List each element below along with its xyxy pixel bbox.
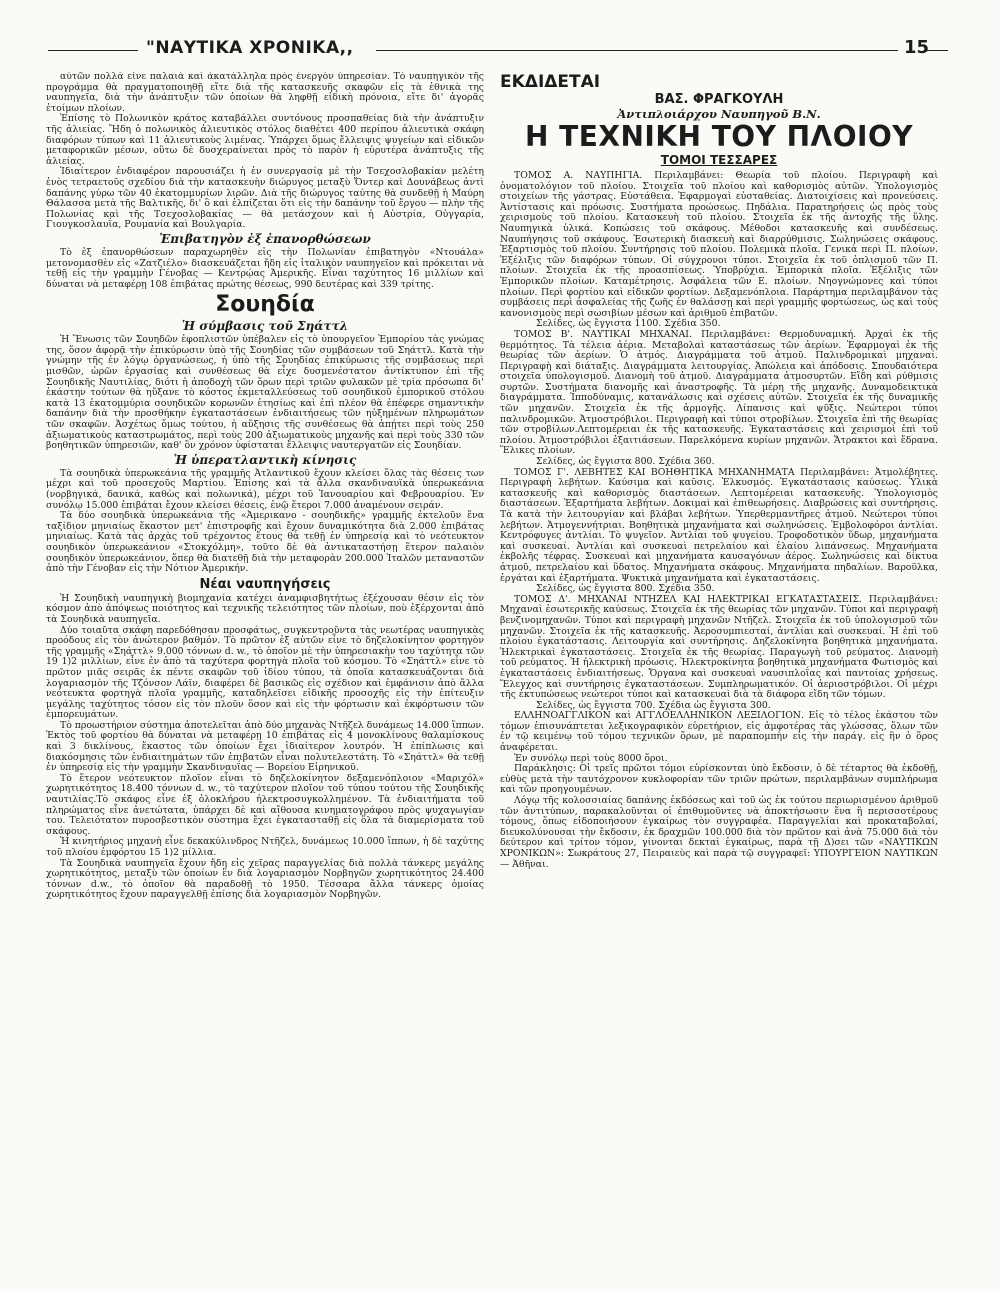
header-rule-end [926, 50, 948, 51]
right-column [500, 72, 938, 1282]
heading-sweden: Σουηδία [215, 292, 315, 318]
paragraph-shipbuilding-4: Τὸ ἕτερον νεότευκτον πλοῖον εἶναι τὸ δηζελοκίνητον δεξαμενόπλοιον «Μαριχόλ» χωρητικότητος 18.400 τόννων d. w., τὸ ταχύτερον πλοῖον τοῦ τύπου τούτου τῆς Σουηδικῆς ναυτιλίας.Τὸ σκάφος εἶνε ἐξ ὁλοκλήρου ἠλεκτροσυγκολλημένον. Τὰ ἐνδιαιτήματα τοῦ πληρώματος εἶνε ἀνετώτατα, ὑπάρχει δὲ καὶ αἴθουσα κινηματογράφου πρὸς ψυχαγωγίαν του. Τελειότατον πυροσβεστικὸν σύστημα ἔχει ἐγκατασταθῇ εἰς ὅλα τὰ διαμερίσματα τοῦ σκάφους. [46, 772, 484, 837]
left-column [46, 72, 484, 1282]
book-title: Η ΤΕΧΝΙΚΗ ΤΟΥ ΠΛΟΙΟΥ [524, 120, 914, 153]
header-rule-right [376, 50, 898, 51]
paragraph-poland-canal: Ἰδιαίτερον ἐνδιαφέρον παρουσιάζει ἡ ἐν συνεργασίᾳ μὲ τὴν Τσεχοσλοβακίαν μελέτη ἑνὸς τετραετοῦς σχεδίου διὰ τὴν κατασκευὴν διώρυγος μεταξὺ Ὄντερ καὶ Δουνάβεως ἀντὶ δαπάνης γύρω τῶν 40 ἑκατομμυρίων λιρῶν. Διὰ τῆς διώρυγος ταύτης θὰ συνδεθῇ ἡ Μαύρη Θάλασσα μετὰ τῆς Βαλτικῆς, δι' ὃ καὶ ἐλπίζεται ὅτι εἰς τὴν δαπάνην τοῦ ἔργου — πλὴν τῆς Πολωνίας καὶ τῆς Τσεχοσλοβακίας — θὰ μετάσχουν καὶ ἡ Αὐστρία, Οὐγγαρία, Γιουγκοσλαυΐα, Ρουμανία καὶ Βουλγαρία. [46, 166, 484, 231]
heading-new-shipbuilding: Νέαι ναυπηγήσεις [199, 576, 331, 592]
volume-2-contents: ΤΟΜΟΣ Β'. ΝΑΥΤΙΚΑΙ ΜΗΧΑΝΑΙ. Περιλαμβάνει: Θερμοδυναμική. Ἀρχαὶ ἐκ τῆς θερμότητος. Τὰ τέλεια ἀέρια. Μεταβολαὶ καταστάσεως τῶν ἀερίων. Ἐφαρμογαὶ ἐκ τῆς θεωρίας τῶν ἀερίων. Ὁ ἀτμός. Διαγράμματα τοῦ ἀτμοῦ. Παλινδρομικαὶ μηχαναί. Περιγραφὴ καὶ διάταξις. Διαγράμματα λειτουργίας. Ἀπώλεια καὶ ἀπόδοσις. Σπουδαιότερα στοιχεῖα ὑπολογισμοῦ. Διανομὴ τοῦ ἀτμοῦ. Διαγράμματα ἀτμοσυρτῶν. Εἴδη καὶ ρύθμισις συρτῶν. Συστήματα διανομῆς καὶ ἀναστροφῆς. Τὰ μέρη τῆς μηχανῆς. Δυναμοδεικτικὰ διαγράμματα. Ἱπποδύναμις, κατανάλωσις καὶ σχέσεις αὐτῶν. Στοιχεῖα ἐκ τῆς δυναμικῆς τῶν μηχανῶν. Στοιχεῖα ἐκ τῆς ἁρμογῆς. Λίπανσις καὶ ψῦξις. Νεώτεροι τύποι παλινδρομικῶν. Ἀτμοστρόβιλοι. Περιγραφὴ καὶ τύποι στροβίλων. Στοιχεῖα ἐπὶ τῆς θεωρίας τῶν στροβίλων.Λεπτομέρειαι ἐκ τῆς κατασκευῆς. Ἐγκαταστάσεις καὶ χειρισμοὶ ἐπὶ τοῦ πλοίου. Ἀτμοστρόβιλοι ἐξαιτιάσεων. Παρελκόμενα κυρίων μηχανῶν. Ἄτρακτοι καὶ ἕδρανα. Ἕλικες πλοίων. [500, 328, 938, 457]
heading-seattle-convention: Ἡ σύμβασις τοῦ Σηάττλ [181, 319, 349, 334]
volume-4-pages: Σελίδες, ὡς ἔγγιστα 700. Σχέδια ὡς ἔγγιστα 300. [536, 699, 771, 711]
paragraph-shipbuilding-6: Τὰ Σουηδικὰ ναυπηγεῖα ἔχουν ἤδη εἰς χεῖρας παραγγελίας διὰ πολλὰ τάνκερς μεγάλης χωρητικότητος, μεταξὺ τῶν ὁποίων ἓν διὰ λογαριασμὸν Νορβηγῶν χωρητικότητος 24.400 τόννων d.w., τὸ ὁποῖον θὰ παραδοθῇ τὸ 1950. Τέσσαρα ἄλλα τάνκερς ὁμοίας χωρητικότητος ἔχουν παραγγελθῇ ἐπίσης διὰ λογαριασμὸν Νορβηγῶν. [46, 857, 484, 901]
lexicon-total: Ἐν συνόλῳ περὶ τοὺς 8000 ὅροι. [514, 752, 668, 764]
volume-3-pages: Σελίδες, ὡς ἔγγιστα 800. Σχέδια 350. [536, 583, 715, 595]
volume-1-contents: ΤΟΜΟΣ Α. ΝΑΥΠΗΓΙΑ. Περιλαμβάνει: Θεωρία τοῦ πλοίου. Περιγραφὴ καὶ ὀνοματολόγιον τοῦ πλοίου. Στοιχεῖα τοῦ πλοίου καὶ καθορισμὸς αὐτῶν. Ὑπολογισμὸς στοιχείων τῆς γάστρας. Εὐστάθεια. Ἐφαρμογαὶ εὐσταθείας. Διατοιχίσεις καὶ προνεύσεις. Ἀντίστασις καὶ πρόωσις. Συστήματα προώσεως. Πηδάλια. Παρατηρήσεις ὡς πρὸς τοὺς χειρισμοὺς τοῦ πλοίου. Κατασκευὴ τοῦ πλοίου. Στοιχεῖα ἐκ τῆς ἀντοχῆς τῆς ὕλης. Ναυπηγικὰ ὑλικά. Κοπώσεις τοῦ σκάφους. Μέθοδοι κατασκευῆς καὶ συνδέσεως. Ναυπήγησις τοῦ σκάφους. Ἐσωτερικὴ διασκευὴ καὶ διαρρύθμισις. Σωληνώσεις σκάφους. Ἐξαρτισμὸς τοῦ πλοίου. Συντήρησις τοῦ πλοίου. Πολεμικὰ πλοῖα. Γενικὰ περὶ Π. πλοίων. Ἐξέλιξις τῶν διαφόρων τύπων. Οἱ σύγχρονοι τύποι. Στοιχεῖα ἐκ τοῦ ὁπλισμοῦ τῶν Π. πλοίων. Στοιχεῖα ἐκ τῆς προασπίσεως. Ὑποβρύχια. Ἐμπορικὰ πλοῖα. Ἐξέλιξις τῶν Ἐμπορικῶν πλοίων. Καταμέτρησις. Ἀσφάλεια τῶν Ε. πλοίων. Νηογνώμονες καὶ τύποι πλοίων. Περὶ φορτίου καὶ εἰδικῶν φορτίων. Δεξαμενόπλοια. Παράρτημα περιλαμβάνον τὰς συμβάσεις περὶ ἀσφαλείας τῆς ζωῆς ἐν θαλάσσῃ καὶ περὶ γραμμῆς φορτώσεως, ὡς καὶ τοὺς κανονισμοὺς περὶ σωσιβίων μέσων καὶ ἀριθμοῦ ἐπιβατῶν. [500, 170, 938, 319]
paragraph-repaired-liner: Τὸ ἐξ ἐπανορθώσεων παραχωρηθὲν εἰς τὴν Πολωνίαν ἐπιβατηγὸν «Ντουάλα» μετονομασθὲν εἰς «Ζατζιέλο» διασκευάζεται ἤδη εἰς ἰταλικὸν ναυπηγεῖον καὶ πρόκειται νὰ τεθῇ εἰς τὴν γραμμὴν Γένοβας — Κεντρῴας Ἀμερικῆς. Εἶναι ταχύτητος 16 μιλλίων καὶ δύναται νὰ μεταφέρῃ 108 ἐπιβάτας πρώτης θέσεως, 990 δευτέρας καὶ 339 τρίτης. [46, 246, 484, 290]
lexicon-description: ΕΛΛΗΝΟΑΓΓΛΙΚΟΝ καὶ ΑΓΓΛΟΕΛΛΗΝΙΚΟΝ ΛΕΞΙΛΟΓΙΟΝ. Εἰς τὸ τέλος ἑκάστου τῶν τόμων ἐπισυνάπτεται λεξικογραφικὸν εὑρετήριον, εἰς ἀμφοτέρας τὰς γλώσσας, ὅλων τῶν ἐν τῷ κειμένῳ τοῦ τόμου τεχνικῶν ὅρων, μὲ παραπομπὴν εἰς τὴν παράγ. εἰς ἣν ὁ ὅρος ἀναφέρεται. [500, 710, 938, 754]
page-header [48, 36, 948, 64]
volume-3-contents: ΤΟΜΟΣ Γ'. ΛΕΒΗΤΕΣ ΚΑΙ ΒΟΗΘΗΤΙΚΑ ΜΗΧΑΝΗΜΑΤΑ Περιλαμβάνει: Ἀτμολέβητες. Περιγραφὴ λεβήτων. Καύσιμα καὶ καῦσις. Ἑλκυσμός. Ἐγκατάστασις καύσεως. Ὑλικὰ κατασκευῆς καὶ καθορισμὸς διαστάσεων. Λεπτομέρειαι κατασκευῆς. Ὑπολογισμὸς διαστάσεων. Ἐξαρτήματα λεβήτων. Δοκιμαὶ καὶ ἐπιθεωρήσεις. Διαβρώσεις καὶ συντήρησις. Τὰ κατὰ τὴν λειτουργίαν καὶ βλάβαι λεβήτων. Ὑπερθερμαντῆρες ἀτμοῦ. Νεώτεροι τύποι λεβήτων. Ἀτμογεννήτριαι. Βοηθητικὰ μηχανήματα καὶ σωληνώσεις. Ἐμβολοφόροι ἀντλίαι. Κεντρόφυγες ἀντλίαι. Τὸ ψυγεῖον. Ἀντλίαι τοῦ ψυγείου. Τροφοδοτικὸν ὕδωρ, μηχανήματα καὶ συσκευαί. Ἀντλίαι καὶ συσκευαὶ πετρελαίου καὶ ἐλαίου λιπάνσεως. Μηχανήματα ἐκβολῆς τέφρας. Συσκευαὶ καὶ μηχανήματα καυσαγόνων ἀέρος. Σωληνώσεις καὶ δίκτυα ἀτμοῦ, πετρελαίου καὶ ὕδατος. Μηχανήματα σκάφους. Μηχανήματα πηδαλίων. Βαροῦλκα, ἐργάται καὶ ἐξαρτήματα. Ψυκτικὰ μηχανήματα καὶ ἐγκαταστάσεις. [500, 466, 938, 584]
paragraph-transatlantic-2: Τὰ δύο σουηδικὰ ὑπερωκεάνια τῆς «Ἀμερικανο - σουηδικῆς» γραμμῆς ἐκτελοῦν ἕνα ταξίδιον μηνιαίως ἕκαστον μετ' ἐπιστροφῆς καὶ ἔχουν δυναμικότητα διὰ 2.000 ἐπιβάτας μηνιαίως. Κατὰ τὰς ἀρχὰς τοῦ τρέχοντος ἔτους θὰ τεθῇ ἐν ὑπηρεσίᾳ καὶ τὸ νεότευκτον σουηδικὸν ὑπερωκεάνιον «Στοκχόλμη», τοῦτο δὲ θὰ ἀντικαταστήσῃ ἕτερον παλαιὸν σουηδικὸν ὑπερωκεάνιον, ὅπερ θὰ διατεθῇ διὰ τὴν μεταφορὰν 200.000 Ἰταλῶν μεταναστῶν ἀπὸ τὴν Γένοβαν εἰς τὴν Νότιον Ἀμερικήν. [46, 510, 484, 575]
paragraph-transatlantic-1: Τὰ σουηδικὰ ὑπερωκεάνια τῆς γραμμῆς Ἀτλαντικοῦ ἔχουν κλείσει ὅλας τὰς θέσεις των μέχρι καὶ τοῦ προσεχοῦς Μαρτίου. Ἐπίσης καὶ τὰ ἄλλα σκανδιναυϊκὰ ὑπερωκεάνια (νορβηγικά, δανικά, καθὼς καὶ πολωνικά), μέχρι τοῦ Ἰανουαρίου καὶ Φεβρουαρίου. Ἐν συνόλῳ 15.000 ἐπιβάται ἔχουν κλείσει θέσεις, ἐνῷ ἕτεροι 7.000 ἀναμένουν σειράν. [46, 467, 484, 511]
paragraph-poland-intro: αὐτῶν πολλὰ εἶνε παλαιὰ καὶ ἀκατάλληλα πρὸς ἐνεργὸν ὑπηρεσίαν. Τὸ ναυπηγικὸν τῆς προγράμμα θὰ πραγματοποιηθῇ εἴτε διὰ τῆς κατασκευῆς σκαφῶν εἰς τὰ ἐθνικὰ της ναυπηγεῖα, διὰ τὴν ἀνάπτυξιν τῶν ὁποίων θὰ ληφθῇ εἰδικὴ πρόνοια, εἴτε δι' ἀγορᾶς ἑτοίμων πλοίων. [46, 72, 484, 114]
paragraph-shipbuilding-2: Δύο τοιαῦτα σκάφη παρεδόθησαν προσφάτως, συγκεντροῦντα τὰς νεωτέρας ναυπηγικὰς προόδους εἰς τὸν ἀνώτερον βαθμόν. Τὸ πρῶτον ἐξ αὐτῶν εἶνε τὸ δηζελοκίνητον φορτηγὸν τῆς γραμμῆς «Σηάττλ» 9.000 τόννων d. w., τὸ ὁποῖον μὲ τὴν ὑπηρεσιακὴν του ταχύτητα τῶν 19 1)2 μιλλίων, εἶνε ἐν ἀπὸ τὰ ταχύτερα φορτηγὰ πλοῖα τοῦ κόσμου. Τὸ «Σηάττλ» εἶνε τὸ πρῶτον μιᾶς σειρᾶς ἐκ πέντε σκαφῶν τοῦ ἰδίου τύπου, τὰ ὁποῖα κατασκευάζονται διὰ λογαριασμὸν τῆς Τζόνσον Λάϊν, διαφέρει δὲ βασικῶς εἰς σχέδιον καὶ ἐμφάνισιν ἀπὸ ἄλλα νεότευκτα φορτηγὰ πλοῖα γραμμῆς, καταδηλεῖσει εἰδικῆς προσοχῆς εἰς τὴν ἐπίτευξιν μεγάλης ταχύτητος τόσον εἰς τὸν πλοῦν ὅσον καὶ εἰς τὴν φόρτωσιν καὶ ἐκφόρτωσιν τῶν ἐμπορευμάτων. [46, 624, 484, 721]
paragraph-shipbuilding-3: Τὸ προωστήριον σύστημα ἀποτελεῖται ἀπὸ δύο μηχανὰς Ντῆζελ δυνάμεως 14.000 ἵππων. Ἐκτὸς τοῦ φορτίου θὰ δύναται νὰ μεταφέρῃ 10 ἐπιβάτας εἰς 4 μονοκλίνους θαλαμίσκους καὶ 3 δικλίνους, ἕκαστος τῶν ὁποίων ἔχει ἰδιαίτερον λουτρόν. Ἡ ἐπίπλωσις καὶ διακόσμησις τῶν ἐνδιαιτημάτων τῶν ἐπιβατῶν εἶναι πολυτελεστάτη. Τὸ «Σηάττλ» θὰ τεθῇ ἐν ὑπηρεσίᾳ εἰς τὴν γραμμὴν Σκανδιναυΐας — Βορείου Εἰρηνικοῦ. [46, 719, 484, 774]
order-note: Λόγῳ τῆς κολοσσιαίας δαπάνης ἐκδόσεως καὶ τοῦ ὡς ἐκ τούτου περιωρισμένου ἀριθμοῦ τῶν ἀντιτύπων, παρακαλοῦνται οἱ ἐπιθυμοῦντες νὰ ἀποκτήσωσιν ἕνα ἢ περισσοτέρους τόμους, ὅπως εἰδοποιήσουν ἐγκαίρως τὸν συγγραφέα. Παραγγελίαι καὶ προκαταβολαί, διευκολύνουσαι τὴν ἔκδοσιν, ἐκ δραχμῶν 100.000 διὰ τὸν πρῶτον καὶ ἀνὰ 75.000 διὰ τὸν δεύτερον καὶ τρίτον τόμον, γίνονται δεκταὶ ἐγκαίρως, παρὰ τῇ Δ)σει τῶν «ΝΑΥΤΙΚΩΝ ΧΡΟΝΙΚΩΝ»: Σωκράτους 27, Πειραιεὺς καὶ παρὰ τῷ συγγραφεῖ: ΥΠΟΥΡΓΕΙΟΝ ΝΑΥΤΙΚΩΝ — Ἀθῆναι. [500, 795, 938, 870]
book-volumes: ΤΟΜΟΙ ΤΕΣΣΑΡΕΣ [660, 153, 778, 167]
request-note: Παράκλησις: Οἱ τρεῖς πρῶτοι τόμοι εὑρίσκονται ὑπὸ ἔκδοσιν, ὁ δὲ τέταρτος θὰ ἐκδοθῇ, εὐθὺς μετὰ τὴν ταυτόχρονον κυκλοφορίαν τῶν τριῶν πρώτων, περιλαμβάνων συμπλήρωμα καὶ τῶν προηγουμένων. [500, 763, 938, 796]
header-rule-left [48, 50, 138, 51]
published-label: ΕΚΔΙΔΕΤΑΙ [500, 72, 601, 92]
volume-2-pages: Σελίδες, ὡς ἔγγιστα 800. Σχέδια 360. [536, 456, 715, 468]
book-author: ΒΑΣ. ΦΡΑΓΚΟΥΛΗ [654, 92, 784, 107]
magazine-title: "ΝΑΥΤΙΚΑ ΧΡΟΝΙΚΑ,, [146, 38, 354, 58]
paragraph-poland-fishing: Ἐπίσης τὸ Πολωνικὸν κράτος καταβάλλει συντόνους προσπαθείας διὰ τὴν ἀνάπτυξιν τῆς ἁλιείας. Ἤδη ὁ πολωνικὸς ἁλιευτικὸς στόλος διαθέτει 400 περίπου ἁλιευτικὰ σκάφη διαφόρων τύπων καὶ 11 ἁλιευτικοὺς λιμένας. Ὑπάρχει ὅμως ἔλλειψις ψυγείων καὶ εἰδικῶν μεταφορικῶν μέσων, οὕτω δὲ δυσχεραίνεται πρὸς τὸ παρὸν ἡ εὐρυτέρα ἀνάπτυξις τῆς ἁλιείας. [46, 113, 484, 167]
paragraph-shipbuilding-5: Ἡ κινητήριος μηχανὴ εἶνε δεκακύλινδρος Ντῆζελ, δυνάμεως 10.000 ἵππων, ἡ δὲ ταχύτης τοῦ πλοίου ἐμφόρτου 15 1)2 μίλλια. [46, 836, 484, 858]
volume-4-contents: ΤΟΜΟΣ Δ'. ΜΗΧΑΝΑΙ ΝΤΗΖΕΛ ΚΑΙ ΗΛΕΚΤΡΙΚΑΙ ΕΓΚΑΤΑΣΤΑΣΕΙΣ. Περιλαμβάνει: Μηχαναὶ ἐσωτερικῆς καύσεως. Στοιχεῖα ἐκ τῆς θεωρίας τῶν μηχανῶν. Τύποι καὶ περιγραφὴ βενζινομηχανῶν. Τύποι καὶ περιγραφὴ μηχανῶν Ντῆζελ. Στοιχεῖα ἐκ τοῦ ὑπολογισμοῦ τῶν μηχανῶν. Στοιχεῖα ἐκ τῆς κατασκευῆς. Ἀεροσυμπιεσταί, ἀντλίαι καὶ συσκευαί. Ἡ ἐπὶ τοῦ πλοίου ἐγκατάστασις. Λειτουργία καὶ συντήρησις. Δηζελοκίνητα βοηθητικὰ μηχανήματα. Ἠλεκτρικαὶ ἐγκαταστάσεις. Στοιχεῖα ἐκ τῆς θεωρίας. Παραγωγὴ τοῦ ρεύματος. Διανομὴ τοῦ ρεύματος. Ἡ ἠλεκτρικὴ πρόωσις. Ἠλεκτροκίνητα βοηθητικὰ μηχανήματα Φωτισμὸς καὶ ἐγκαταστάσεις ἐνδιαιτήσεως. Ὄργανα καὶ συσκευαὶ ναυσιπλοΐας καὶ παντοίας χρήσεως. Ἔλεγχος καὶ συντήρησις ἐγκαταστάσεων. Συμπληρωματικόν. Οἱ ἀεριοστρόβιλοι. Οἱ μέχρι τῆς ἐκτυπώσεως νεώτεροι τύποι καὶ κατασκευαὶ διὰ τὰ διάφορα εἴδη τῶν τόμων. [500, 593, 938, 701]
author-rank: Ἀντιπλοιάρχου Ναυπηγοῦ Β.Ν. [617, 107, 821, 121]
heading-repaired-liner: Ἐπιβατηγὸν ἐξ ἐπανορθώσεων [159, 231, 371, 246]
volume-1-pages: Σελίδες, ὡς ἔγγιστα 1100. Σχέδια 350. [536, 318, 721, 330]
paragraph-shipbuilding-1: Ἡ Σουηδικὴ ναυπηγικὴ βιομηχανία κατέχει ἀναμφισβητήτως ἐξέχουσαν θέσιν εἰς τὸν κόσμον ἀπὸ ἀπόψεως ποιότητος καὶ τεχνικῆς τελειότητος τῶν πλοίων, ποὺ ἐξέρχονται ἀπὸ τὰ Σουηδικὰ ναυπηγεῖα. [46, 592, 484, 625]
heading-transatlantic: Ἡ ὑπερατλαντικὴ κίνησις [173, 452, 357, 467]
paragraph-seattle-convention: Ἡ Ἕνωσις τῶν Σουηδῶν ἐφοπλιστῶν ὑπέβαλεν εἰς τὸ ὑπουργεῖον Ἐμπορίου τὰς γνώμας της, ὅσον ἀφορᾷ τὴν ἐπικύρωσιν ὑπὸ τῆς Σουηδίας τῶν συμβάσεων τοῦ Σηάττλ. Κατὰ τὴν γνώμην τῆς ἐν λόγῳ ὀργανώσεως, ἡ ὑπὸ τῆς Σουηδίας ἐπικύρωσις τῆς συμβάσεως περὶ μισθῶν, ὡρῶν ἐργασίας καὶ συνθέσεως θὰ εἶχε δυσμενέστατον ἀντίκτυπον ἐπὶ τῆς Σουηδικῆς Ναυτιλίας, διότι ἡ ἀποδοχὴ τῶν ὅρων περὶ τριῶν φυλακῶν μὲ τρία πρόσωπα δι' ἑκάστην τούτων θὰ ηὔξανε τὸ κόστος ἐκμεταλλεύσεως τοῦ σουηδικοῦ ἐμπορικοῦ στόλου κατὰ 13 ἑκατομμύρια σουηδικῶν κορωνῶν ἐτησίως καὶ ἐπὶ πλέον θὰ ἐπέφερε σημαντικὴν δαπάνην διὰ τὴν προσθήκην ἐγκαταστάσεων ἐνδιαιτήσεως τῶν ηὐξημένων πληρωμάτων τῶν σκαφῶν. Ἀσχέτως ὅμως τούτου, ἡ αὔξησις τῆς συνθέσεως θὰ ἀπῄτει περὶ τοὺς 250 ἀξιωματικοὺς καταστρωμάτος, περὶ τοὺς 200 ἀξιωματικοὺς μηχανῆς καὶ περὶ τοὺς 330 τῶν βοηθητικῶν ὑπηρεσιῶν, καθ' ὃν χρόνον ὑφίσταται ἔλλειψις ναυτεργατῶν εἰς Σουηδίαν. [46, 334, 484, 452]
page-number: 15 [904, 37, 930, 58]
